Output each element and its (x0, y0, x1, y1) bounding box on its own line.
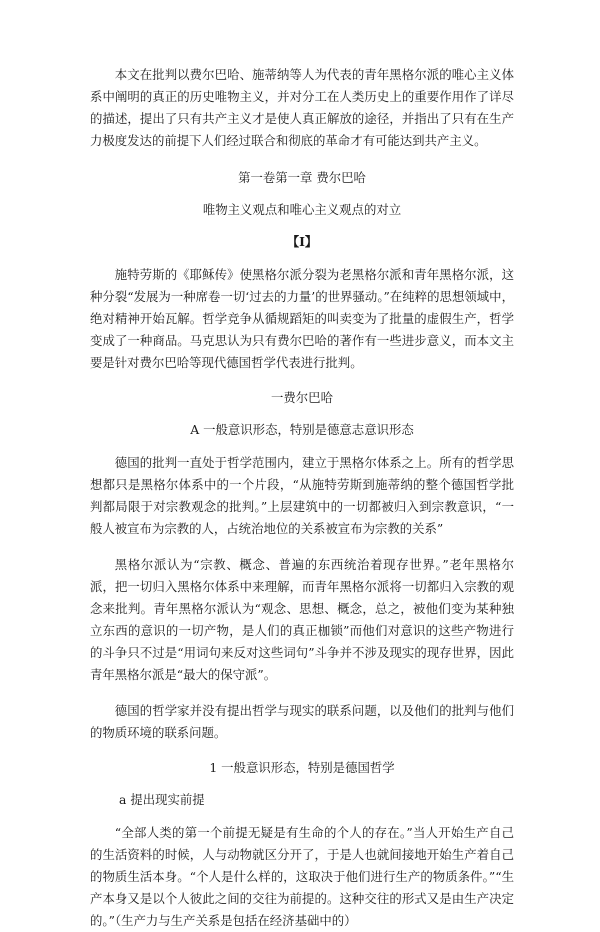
heading-feuerbach: 一费尔巴哈 (271, 390, 333, 405)
paragraph-first-premise: “全部人类的第一个前提无疑是有生命的个人的存在。”当人开始生产自己的生活资料的时候，人与动物就区分开了，于是人也就间接地开始生产着自己的物质生活本身。“个人是什么样的，这取决于他们进行生产的物质条件。”“生产本身又是以个人彼此之间的交往为前提的。这种交往的形式又是由生产决定的。”（生产力与生产关系是包括在经济基础中的） (90, 825, 514, 928)
document-page (90, 64, 514, 932)
intro-paragraph: 本文在批判以费尔巴哈、施蒂纳等人为代表的青年黑格尔派的唯心主义体系中阐明的真正的历史唯物主义，并对分工在人类历史上的重要作用作了详尽的描述，提出了只有共产主义才是使人真正解放的途径，并指出了只有在生产力极度发达的前提下人们经过联合和彻底的革命才有可能达到共产主义。 (90, 67, 514, 148)
paragraph-german-philosophers: 德国的哲学家并没有提出哲学与现实的联系问题，以及他们的批判与他们的物质环境的联系问题。 (90, 703, 514, 740)
heading-german-philosophy: 1 一般意识形态，特别是德国哲学 (209, 760, 395, 775)
paragraph-young-hegelians: 黑格尔派认为“宗教、概念、普遍的东西统治着现存世界。”老年黑格尔派，把一切归入黑格尔体系中来理解，而青年黑格尔派将一切都归入宗教的观念来批判。青年黑格尔派认为“观念、思想、概念，总之，被他们变为某种独立东西的意识的一切产物，是人们的真正枷锁”而他们对意识的这些产物进行的斗争只不过是“用词句来反对这些词句”斗争并不涉及现实的现存世界，因此青年黑格尔派是“最大的保守派”。 (90, 557, 514, 682)
section-marker: 【Ⅰ】 (286, 234, 318, 249)
paragraph-strauss: 施特劳斯的《耶稣传》使黑格尔派分裂为老黑格尔派和青年黑格尔派，这种分裂“发展为一种席卷一切‘过去的力量’的世界骚动。”在纯粹的思想领域中，绝对精神开始瓦解。哲学竞争从循规蹈矩的叫卖变为了批量的虚假生产，哲学变成了一种商品。马克思认为只有费尔巴哈的著作有一些进步意义，而本文主要是针对费尔巴哈等现代德国哲学代表进行批判。 (90, 267, 514, 370)
paragraph-german-critique: 德国的批判一直处于哲学范围内，建立于黑格尔体系之上。所有的哲学思想都只是黑格尔体系中的一个片段，“从施特劳斯到施蒂纳的整个德国哲学批判都局限于对宗教观念的批判。”上层建筑中的一切都被归入到宗教意识，“一般人被宣布为宗教的人，占统治地位的关系被宣布为宗教的关系” (90, 455, 514, 536)
chapter-subtitle: 唯物主义观点和唯心主义观点的对立 (202, 202, 402, 217)
heading-real-premises: a 提出现实前提 (119, 792, 205, 807)
chapter-title: 第一卷第一章 费尔巴哈 (238, 170, 366, 185)
heading-general-ideology: A 一般意识形态，特别是德意志意识形态 (190, 422, 414, 437)
